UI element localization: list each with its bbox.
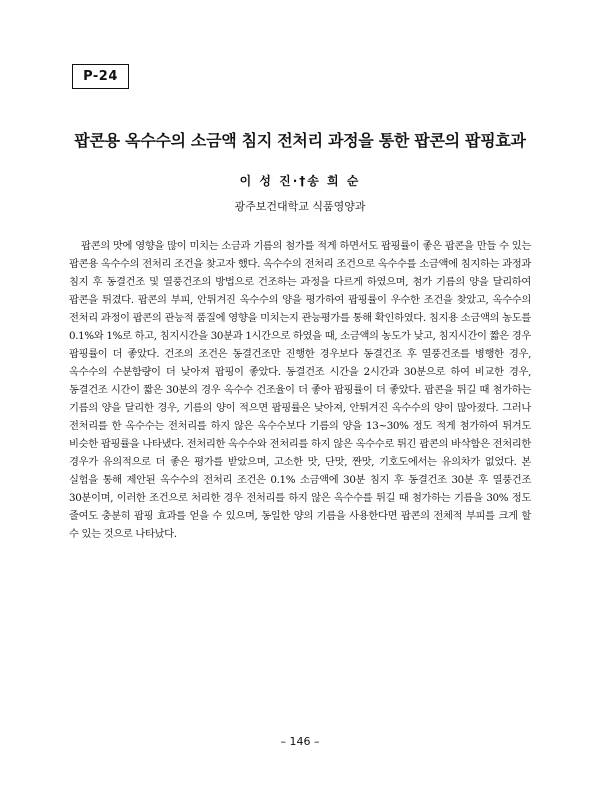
- affiliation: 광주보건대학교 식품영양과: [234, 200, 366, 213]
- paper-title: 팝콘용 옥수수의 소금액 침지 전처리 과정을 통한 팝콘의 팝핑효과: [74, 131, 526, 150]
- page-number: – 146 –: [280, 735, 320, 748]
- author-line: 이 성 진·†송 희 순: [239, 174, 361, 188]
- poster-id-box: P-24: [72, 64, 129, 89]
- abstract-paragraph: 팝콘의 맛에 영향을 많이 미치는 소금과 기름의 첨가를 적게 하면서도 팝핑률이 좋은 팝콘을 만들 수 있는 팝콘용 옥수수의 전처리 조건을 찾고자 했다. 옥수수의 전처리 조건으로 옥수수를 소금액에 침지하는 과정과 침지 후 동결건조 및 열풍건조의 방법으로 건조하는 과정을 다르게 하였으며, 첨가 기름의 양을 달리하여 팝콘을 튀겼다. 팝콘의 부피, 안튀겨진 옥수수의 양을 평가하여 팝핑률이 우수한 조건을 찾았고, 옥수수의 전처리 과정이 팝콘의 관능적 품질에 영향을 미치는지 관능평가를 통해 확인하였다. 침지용 소금액의 농도를 0.1%와 1%로 하고, 침지시간을 30분과 1시간으로 하였을 때, 소금액의 농도가 낮고, 침지시간이 짧은 경우 팝핑률이 더 좋았다. 건조의 조건은 동결건조만 진행한 경우보다 동결건조 후 열풍건조를 병행한 경우, 옥수수의 수분함량이 더 낮아져 팝핑이 좋았다. 동결건조 시간을 2시간과 30분으로 하여 비교한 경우, 동결건조 시간이 짧은 30분의 경우 옥수수 건조율이 더 좋아 팝핑률이 더 좋았다. 팝콘을 튀길 때 첨가하는 기름의 양을 달리한 경우, 기름의 양이 적으면 팝핑률은 낮아져, 안튀겨진 옥수수의 양이 많아졌다. 그러나 전처리를 한 옥수수는 전처리를 하지 않은 옥수수보다 기름의 양을 13~30% 정도 적게 첨가하여 튀겨도 비슷한 팝핑률을 나타냈다. 전처리한 옥수수와 전처리를 하지 않은 옥수수로 튀긴 팝콘의 바삭함은 전처리한 경우가 유의적으로 더 좋은 평가를 받았으며, 고소한 맛, 단맛, 짠맛, 기호도에서는 유의차가 없었다. 본 실험을 통해 제안된 옥수수의 전처리 조건은 0.1% 소금액에 30분 침지 후 동결건조 30분 후 열풍건조 30분이며, 이러한 조건으로 처리한 경우 전처리를 하지 않은 옥수수를 튀길 때 첨가하는 기름을 30% 정도 줄여도 충분히 팝핑 효과를 얻을 수 있으며, 동일한 양의 기름을 사용한다면 팝콘의 전체적 부피를 크게 할 수 있는 것으로 나타났다.: [69, 240, 531, 540]
